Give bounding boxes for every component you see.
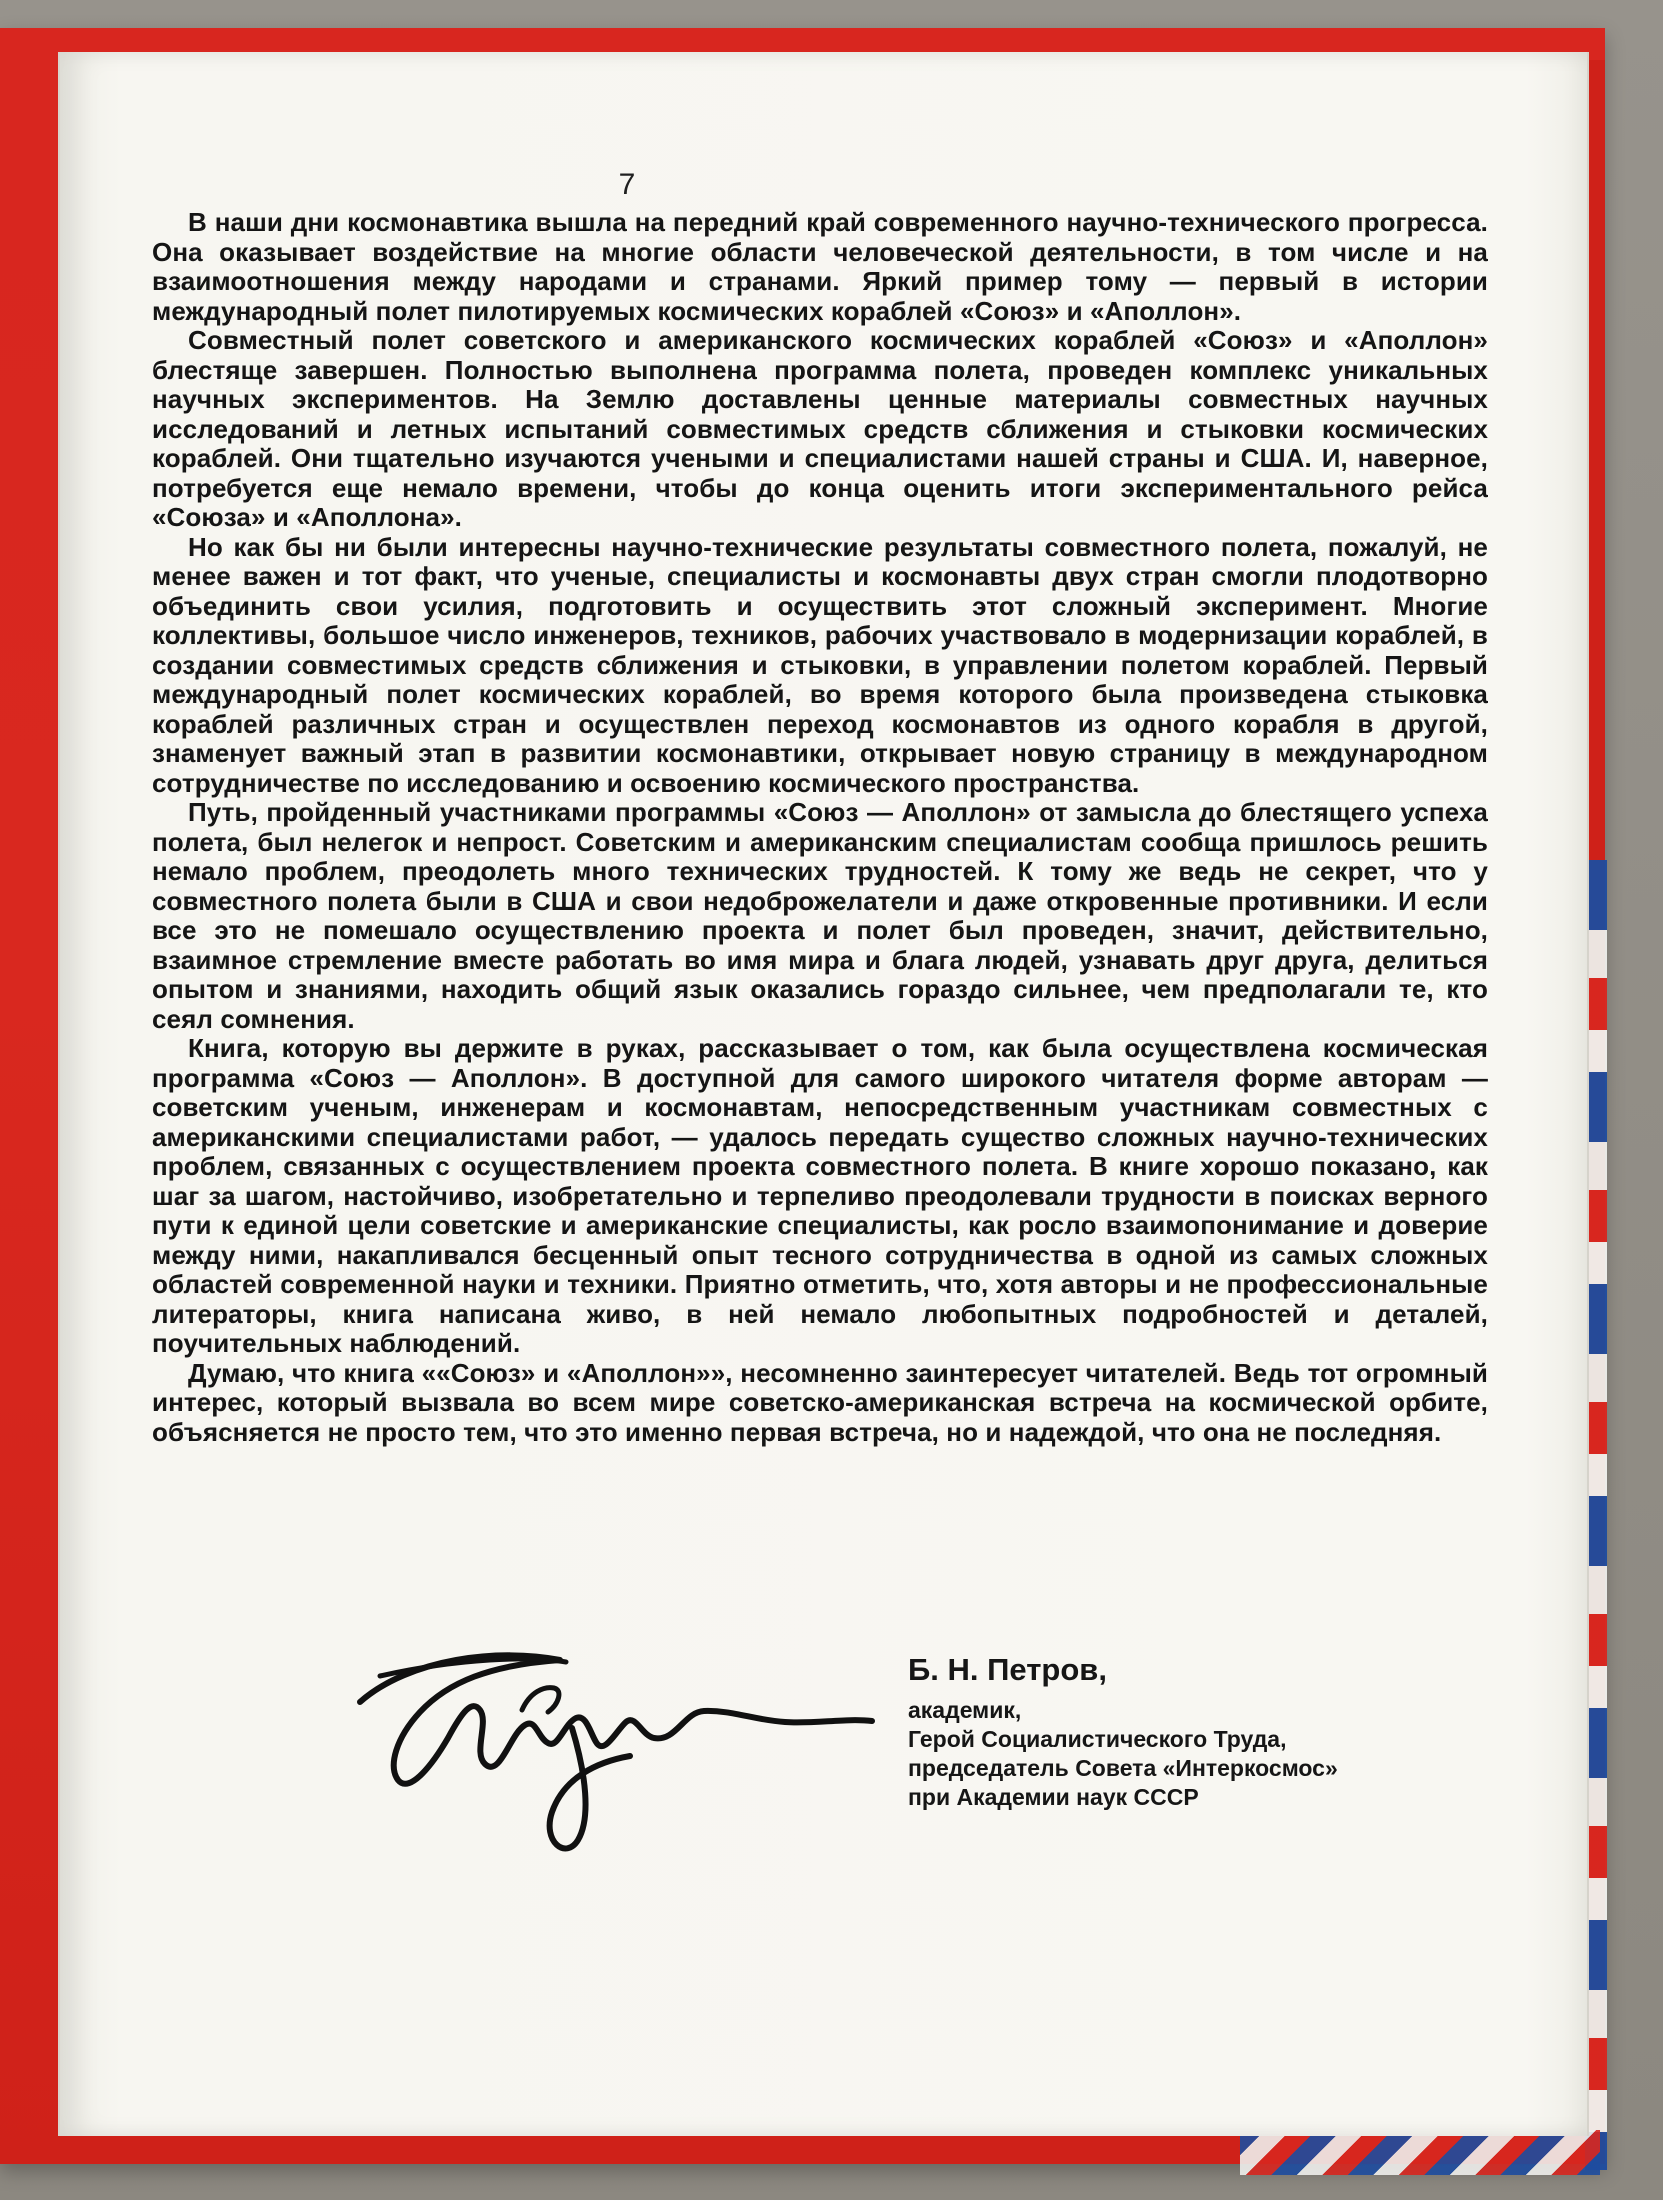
author-title-line-1: академик,: [908, 1697, 1022, 1723]
paragraph-6: Думаю, что книга ««Союз» и «Аполлон»», несомненно заинтересует читателей. Ведь тот огромный интерес, который вызвала во всем мире советско-американская встреча на космической орбите, объясняется не просто тем, что это именно первая встреча, но и надеждой, что она не последняя.: [152, 1357, 1488, 1447]
author-name: Б. Н. Петров,: [908, 1652, 1107, 1687]
author-title-line-3: председатель Совета «Интеркосмос»: [908, 1755, 1338, 1781]
paragraph-5: Книга, которую вы держите в руках, рассказывает о том, как была осуществлена космическая программа «Союз — Аполлон». В доступной для самого широкого читателя форме авторам — советским ученым, инженерам и космонавтам, непосредственным участникам совместных с американскими специалистами работ, — удалось передать существо сложных научно-технических проблем, связанных с осуществлением проекта совместного полета. В книге хорошо показано, как шаг за шагом, настойчиво, изобретательно и терпеливо преодолевали трудности в поисках верного пути к единой цели советские и американские специалисты, как росло взаимопонимание и доверие между ними, накапливался бесценный опыт тесного сотрудничества в одной из самых сложных областей современной науки и техники. Приятно отметить, что, хотя авторы и не профессиональные литераторы, книга написана живо, в ней немало любопытных подробностей и деталей, поучительных наблюдений.: [152, 1033, 1488, 1358]
handwritten-signature: [340, 1620, 900, 1870]
author-title-line-2: Герой Социалистического Труда,: [908, 1726, 1287, 1752]
signature-stroke-mid: [522, 1688, 559, 1712]
paragraph-1: В наши дни космонавтика вышла на передний край современного научно-технического прогресса. Она оказывает воздействие на многие области человеческой деятельности, в том числе и на взаимоотношения между народами и странами. Яркий пример тому — первый в истории международный полет пилотируемых космических кораблей «Союз» и «Аполлон».: [152, 207, 1488, 326]
book-cover-bottom-stripes: [1240, 2130, 1600, 2175]
paragraph-3: Но как бы ни были интересны научно-технические результаты совместного полета, пожалуй, не менее важен и тот факт, что ученые, специалисты и космонавты двух стран смогли плодотворно объединить свои усилия, подготовить и осуществить этот сложный эксперимент. Многие коллективы, большое число инженеров, техников, рабочих участвовало в модернизации кораблей, в создании совместимых средств сближения и стыковки, в управлении полетом кораблей. Первый международный полет космических кораблей, во время которого была произведена стыковка кораблей различных стран и осуществлен переход космонавтов из одного корабля в другой, знаменует важный этап в развитии космонавтики, открывает новую страницу в международном сотрудничестве по исследованию и освоению космического пространства.: [152, 531, 1488, 798]
paragraph-4: Путь, пройденный участниками программы «Союз — Аполлон» от замысла до блестящего успеха полета, был нелегок и непрост. Советским и американским специалистам сообща пришлось решить немало проблем, преодолеть много технических трудностей. К тому же ведь не секрет, что у совместного полета были в США и свои недоброжелатели и даже откровенные противники. И если все это не помешало осуществлению проекта и полет был проведен, значит, действительно, взаимное стремление вместе работать во имя мира и блага людей, узнавать друг друга, делиться опытом и знаниями, находить общий язык оказались гораздо сильнее, чем предполагали те, кто сеял сомнения.: [152, 797, 1488, 1034]
paragraph-2: Совместный полет советского и американского космических кораблей «Союз» и «Аполлон» блестяще завершен. Полностью выполнена программа полета, проведен комплекс уникальных научных экспериментов. На Землю доставлены ценные материалы совместных научных исследований и летных испытаний совместимых средств сближения и стыковки космических кораблей. Они тщательно изучаются учеными и специалистами нашей страны и США. И, наверное, потребуется еще немало времени, чтобы до конца оценить итоги экспериментального рейса «Союза» и «Аполлона».: [152, 325, 1488, 532]
author-signature-block: [908, 1652, 1448, 1812]
signature-stroke-loop: [550, 1728, 630, 1848]
author-title-line-4: при Академии наук СССР: [908, 1784, 1199, 1810]
article-body: [152, 208, 1488, 1447]
signature-stroke-main: [360, 1655, 872, 1783]
page-number: 7: [618, 168, 636, 201]
